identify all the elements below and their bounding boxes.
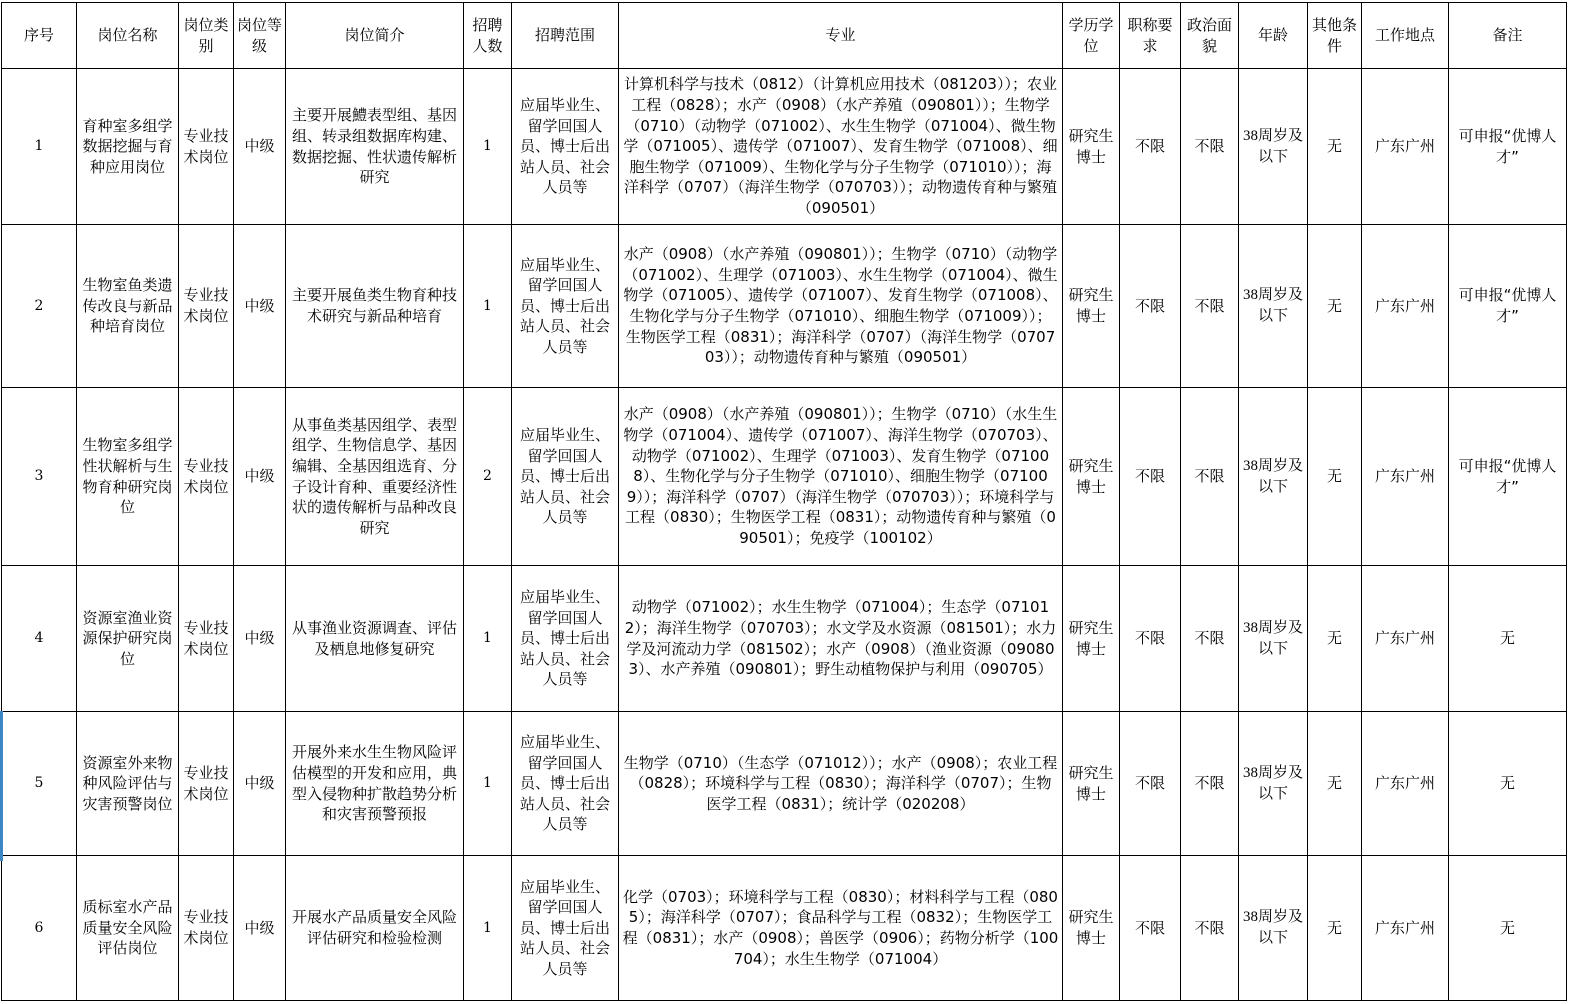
cell-degree: 研究生博士 <box>1063 69 1120 225</box>
table-header <box>2 3 1567 69</box>
cell-position-type: 专业技术岗位 <box>179 712 234 856</box>
cell-description: 从事鱼类基因组学、表型组学、生物信息学、基因编辑、全基因组选育、分子设计育种、重要经济性状的遗传解析与品种改良研究 <box>286 388 464 566</box>
cell-age: 38周岁及以下 <box>1239 712 1308 856</box>
cell-position-name: 质标室水产品质量安全风险评估岗位 <box>77 856 179 1001</box>
cell-degree: 研究生博士 <box>1063 566 1120 712</box>
cell-count: 1 <box>464 856 512 1001</box>
cell-title-requirement: 不限 <box>1120 566 1181 712</box>
cell-position-name: 资源室渔业资源保护研究岗位 <box>77 566 179 712</box>
header-position-name: 岗位名称 <box>77 3 179 69</box>
cell-major: 计算机科学与技术（0812）（计算机应用技术（081203））；农业工程（0828）；水产（0908）（水产养殖（090801））；生物学（0710）（动物学（071002）、水生生物学（071004）、微生物学（071005）、遗传学（071007）、发育生物学（071008）、细胞生物学（071009）、生物化学与分子生物学（071010））；海洋科学（0707）（海洋生物学（070703））；动物遗传育种与繁殖（090501） <box>619 69 1063 225</box>
cell-position-level: 中级 <box>234 566 286 712</box>
header-degree: 学历学位 <box>1063 3 1120 69</box>
header-position-type: 岗位类别 <box>179 3 234 69</box>
cell-description: 主要开展鱧表型组、基因组、转录组数据库构建、数据挖掘、性状遗传解析研究 <box>286 69 464 225</box>
header-remark: 备注 <box>1449 3 1567 69</box>
cell-position-type: 专业技术岗位 <box>179 856 234 1001</box>
cell-scope: 应届毕业生、留学回国人员、博士后出站人员、社会人员等 <box>512 566 619 712</box>
cell-description: 开展水产品质量安全风险评估研究和检验检测 <box>286 856 464 1001</box>
table-row <box>2 566 1567 712</box>
cell-position-level: 中级 <box>234 225 286 388</box>
cell-age: 38周岁及以下 <box>1239 69 1308 225</box>
cell-remark: 可申报“优博人才” <box>1449 69 1567 225</box>
cell-degree: 研究生博士 <box>1063 712 1120 856</box>
cell-location: 广东广州 <box>1362 712 1449 856</box>
cell-count: 1 <box>464 225 512 388</box>
cell-age: 38周岁及以下 <box>1239 856 1308 1001</box>
cell-age: 38周岁及以下 <box>1239 566 1308 712</box>
cell-other: 无 <box>1308 566 1362 712</box>
header-location: 工作地点 <box>1362 3 1449 69</box>
cell-title-requirement: 不限 <box>1120 225 1181 388</box>
cell-seq: 5 <box>2 712 77 856</box>
cell-position-type: 专业技术岗位 <box>179 388 234 566</box>
cell-political: 不限 <box>1181 388 1239 566</box>
cell-scope: 应届毕业生、留学回国人员、博士后出站人员、社会人员等 <box>512 712 619 856</box>
cell-political: 不限 <box>1181 225 1239 388</box>
table-body <box>2 69 1567 1001</box>
cell-scope: 应届毕业生、留学回国人员、博士后出站人员、社会人员等 <box>512 856 619 1001</box>
header-position-level: 岗位等级 <box>234 3 286 69</box>
cell-seq: 1 <box>2 69 77 225</box>
cell-position-name: 资源室外来物种风险评估与灾害预警岗位 <box>77 712 179 856</box>
cell-title-requirement: 不限 <box>1120 69 1181 225</box>
header-description: 岗位简介 <box>286 3 464 69</box>
cell-other: 无 <box>1308 388 1362 566</box>
cell-political: 不限 <box>1181 712 1239 856</box>
cell-description: 开展外来水生生物风险评估模型的开发和应用，典型入侵物种扩散趋势分析和灾害预警预报 <box>286 712 464 856</box>
cell-age: 38周岁及以下 <box>1239 388 1308 566</box>
cell-seq: 3 <box>2 388 77 566</box>
cell-location: 广东广州 <box>1362 69 1449 225</box>
cell-position-name: 生物室多组学性状解析与生物育种研究岗位 <box>77 388 179 566</box>
cell-other: 无 <box>1308 856 1362 1001</box>
cell-seq: 2 <box>2 225 77 388</box>
cell-scope: 应届毕业生、留学回国人员、博士后出站人员、社会人员等 <box>512 225 619 388</box>
cell-remark: 无 <box>1449 856 1567 1001</box>
cell-position-type: 专业技术岗位 <box>179 566 234 712</box>
cell-count: 1 <box>464 69 512 225</box>
recruitment-table <box>1 2 1567 1001</box>
cell-remark: 无 <box>1449 712 1567 856</box>
cell-major: 动物学（071002）；水生生物学（071004）；生态学（071012）；海洋生物学（070703）；水文学及水资源（081501）；水力学及河流动力学（081502）；水产（0908）（渔业资源（090803）、水产养殖（090801）；野生动植物保护与利用（090705） <box>619 566 1063 712</box>
header-count: 招聘人数 <box>464 3 512 69</box>
cell-position-type: 专业技术岗位 <box>179 69 234 225</box>
header-title-requirement: 职称要求 <box>1120 3 1181 69</box>
cell-political: 不限 <box>1181 69 1239 225</box>
header-age: 年龄 <box>1239 3 1308 69</box>
cell-remark: 可申报“优博人才” <box>1449 388 1567 566</box>
cell-political: 不限 <box>1181 566 1239 712</box>
cell-scope: 应届毕业生、留学回国人员、博士后出站人员、社会人员等 <box>512 388 619 566</box>
cell-major: 水产（0908）（水产养殖（090801））；生物学（0710）（水生生物学（071004）、遗传学（071007）、海洋生物学（070703）、动物学（071002）、生理学（071003）、发育生物学（071008）、生物化学与分子生物学（071010）、细胞生物学（071009））；海洋科学（0707）（海洋生物学（070703））；环境科学与工程（0830）；生物医学工程（0831）；动物遗传育种与繁殖（090501）；免疫学（100102） <box>619 388 1063 566</box>
cell-seq: 6 <box>2 856 77 1001</box>
cell-degree: 研究生博士 <box>1063 856 1120 1001</box>
cell-position-name: 育种室多组学数据挖掘与育种应用岗位 <box>77 69 179 225</box>
cell-position-name: 生物室鱼类遗传改良与新品种培育岗位 <box>77 225 179 388</box>
cell-position-level: 中级 <box>234 712 286 856</box>
table-row <box>2 388 1567 566</box>
cell-remark: 可申报“优博人才” <box>1449 225 1567 388</box>
cell-degree: 研究生博士 <box>1063 388 1120 566</box>
cell-major: 水产（0908）（水产养殖（090801））；生物学（0710）（动物学（071002）、生理学（071003）、水生生物学（071004）、微生物学（071005）、遗传学（071007）、发育生物学（071008）、生物化学与分子生物学（071010）、细胞生物学（071009））；生物医学工程（0831）；海洋科学（0707）（海洋生物学（070703））；动物遗传育种与繁殖（090501） <box>619 225 1063 388</box>
header-row <box>2 3 1567 69</box>
cell-title-requirement: 不限 <box>1120 856 1181 1001</box>
cell-location: 广东广州 <box>1362 225 1449 388</box>
cell-position-level: 中级 <box>234 69 286 225</box>
recruitment-page <box>1 2 1566 1002</box>
header-political: 政治面貌 <box>1181 3 1239 69</box>
cell-other: 无 <box>1308 225 1362 388</box>
cell-title-requirement: 不限 <box>1120 712 1181 856</box>
cell-major: 生物学（0710）（生态学（071012））；水产（0908）；农业工程（0828）；环境科学与工程（0830）；海洋科学（0707）；生物医学工程（0831）；统计学（020208） <box>619 712 1063 856</box>
cell-location: 广东广州 <box>1362 566 1449 712</box>
cell-description: 从事渔业资源调查、评估及栖息地修复研究 <box>286 566 464 712</box>
cell-age: 38周岁及以下 <box>1239 225 1308 388</box>
cell-location: 广东广州 <box>1362 388 1449 566</box>
cell-degree: 研究生博士 <box>1063 225 1120 388</box>
selection-edge-marker <box>0 711 3 861</box>
cell-description: 主要开展鱼类生物育种技术研究与新品种培育 <box>286 225 464 388</box>
header-other: 其他条件 <box>1308 3 1362 69</box>
cell-position-level: 中级 <box>234 388 286 566</box>
header-major: 专业 <box>619 3 1063 69</box>
cell-scope: 应届毕业生、留学回国人员、博士后出站人员、社会人员等 <box>512 69 619 225</box>
cell-other: 无 <box>1308 69 1362 225</box>
cell-seq: 4 <box>2 566 77 712</box>
cell-remark: 无 <box>1449 566 1567 712</box>
cell-count: 1 <box>464 566 512 712</box>
cell-major: 化学（0703）；环境科学与工程（0830）；材料科学与工程（0805）；海洋科学（0707）；食品科学与工程（0832）；生物医学工程（0831）；水产（0908）；兽医学（0906）；药物分析学（100704）；水生生物学（071004） <box>619 856 1063 1001</box>
cell-political: 不限 <box>1181 856 1239 1001</box>
cell-position-level: 中级 <box>234 856 286 1001</box>
table-row <box>2 856 1567 1001</box>
cell-other: 无 <box>1308 712 1362 856</box>
header-scope: 招聘范围 <box>512 3 619 69</box>
table-row <box>2 712 1567 856</box>
cell-position-type: 专业技术岗位 <box>179 225 234 388</box>
cell-location: 广东广州 <box>1362 856 1449 1001</box>
header-seq: 序号 <box>2 3 77 69</box>
cell-count: 1 <box>464 712 512 856</box>
cell-count: 2 <box>464 388 512 566</box>
table-row <box>2 225 1567 388</box>
table-row <box>2 69 1567 225</box>
cell-title-requirement: 不限 <box>1120 388 1181 566</box>
